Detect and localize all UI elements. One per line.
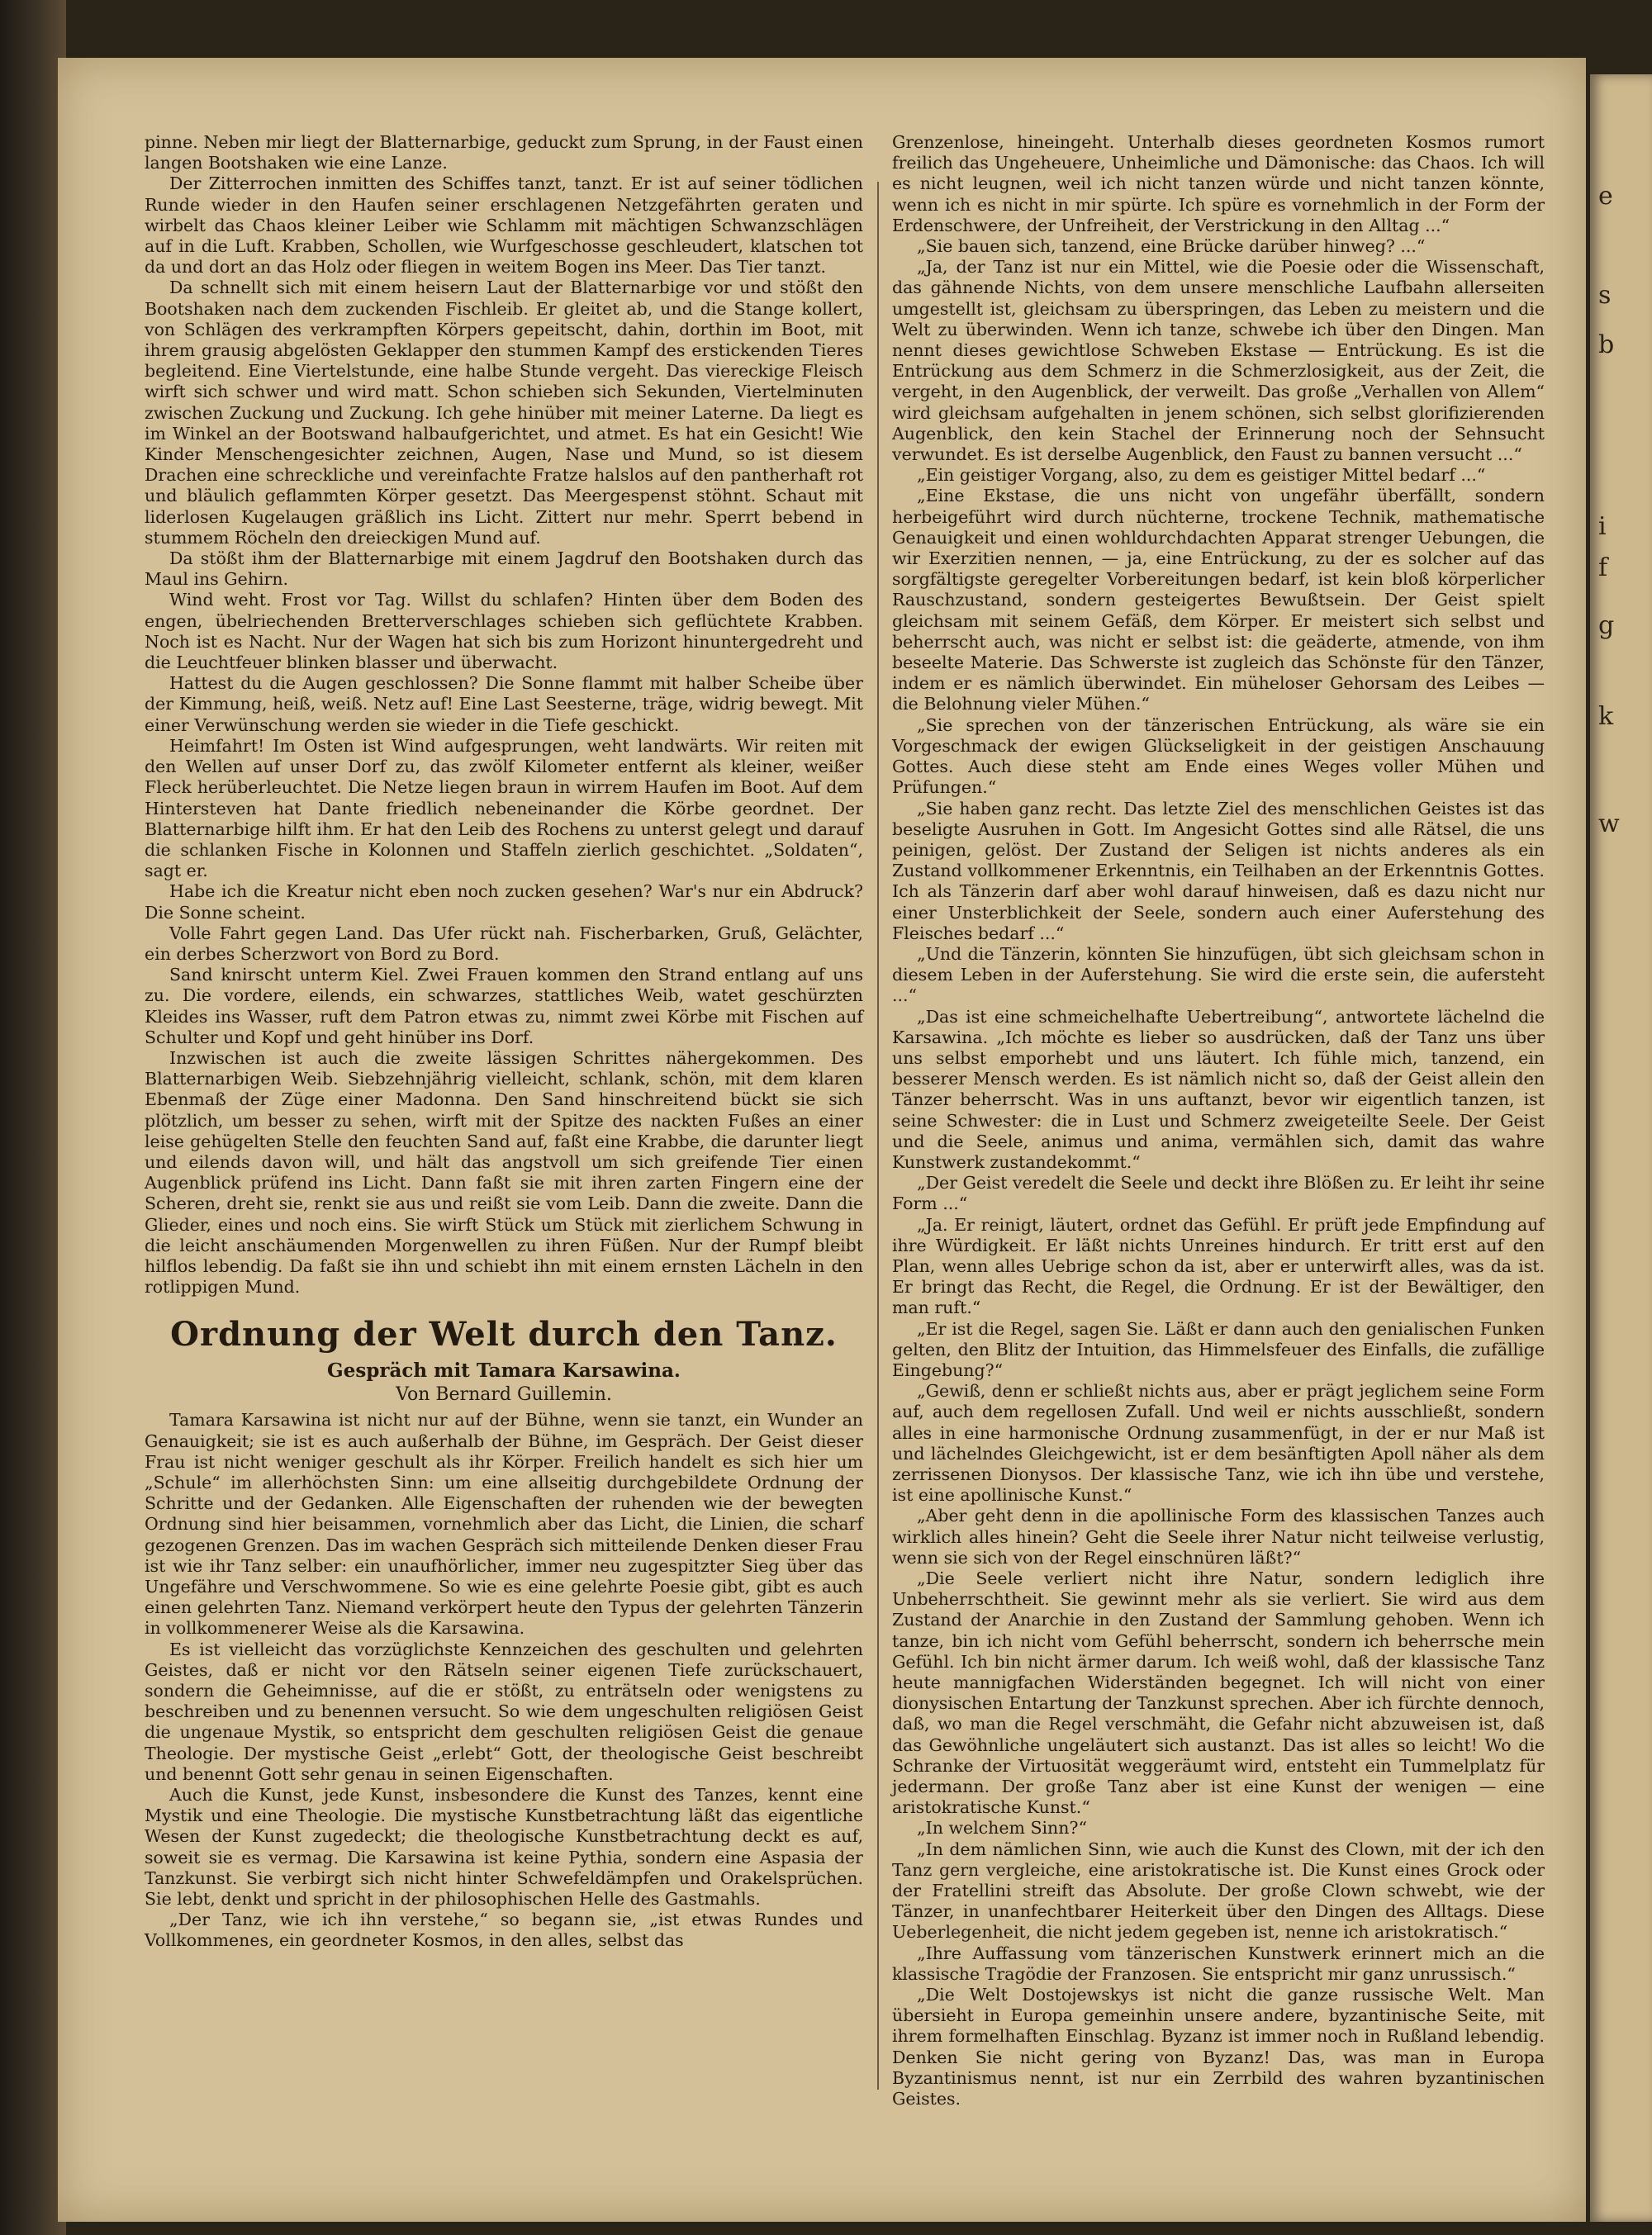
story-paragraph: Heimfahrt! Im Osten ist Wind aufgesprungen, weht landwärts. Wir reiten mit den Wellen auf unser Dorf zu, das zwölf Kilometer entfernt als kleiner, weißer Fleck herüberleuchtet. Die Netze liegen braun in wirrem Haufen im Boot. Auf dem Hintersteven hat Dante friedlich nebeneinander die Körbe geordnet. Der Blatternarbige hilft ihm. Er hat den Leib des Rochens zu unterst gelegt und darauf die schlanken Fische in Kolonnen und Staffeln zierlich geschichtet. „Soldaten“, sagt er. [145,735,863,881]
book-binding [0,0,66,2235]
adjacent-page-fragment: w [1598,809,1620,838]
interview-paragraph: „Er ist die Regel, sagen Sie. Läßt er dann auch den genialischen Funken gelten, den Blitz der Intuition, das Himmelsfeuer des Einfalls, die zufällige Eingebung?“ [892,1318,1545,1380]
left-column [145,132,863,1952]
interview-paragraph: Tamara Karsawina ist nicht nur auf der Bühne, wenn sie tanzt, ein Wunder an Genauigkeit; sie ist es auch außerhalb der Bühne, im Gespräch. Der Geist dieser Frau ist nicht weniger geschult als ihr Körper. Freilich handelt es sich hier um „Schule“ im allerhöchsten Sinn: um eine allseitig durchgebildete Ordnung der Schritte und der Gedanken. Alle Eigenschaften der ruhenden wie der bewegten Ordnung sind hier beisammen, vornehmlich aber das Licht, die Linien, die scharf gezogenen Grenzen. Das im wachen Gespräch sich mitteilende Denken dieser Frau ist wie ihr Tanz selber: ein unaufhörlicher, immer neu zugespitzter Sieg über das Ungefähre und Verschwommene. So wie es eine gelehrte Poesie gibt, gibt es auch einen gelehrten Tanz. Niemand verkörpert heute den Typus der gelehrten Tänzerin in vollkommenerer Weise als die Karsawina. [145,1410,863,1639]
interview-paragraph: „Ihre Auffassung vom tänzerischen Kunstwerk erinnert mich an die klassische Tragödie der Franzosen. Sie entspricht mir ganz unrussisch.“ [892,1943,1545,1984]
story-paragraph: Volle Fahrt gegen Land. Das Ufer rückt nah. Fischerbarken, Gruß, Gelächter, ein derbes Scherzwort von Bord zu Bord. [145,923,863,964]
article-byline: Von Bernard Guillemin. [396,1384,612,1406]
interview-paragraph: „Und die Tänzerin, könnten Sie hinzufügen, übt sich gleichsam schon in diesem Leben in der Auferstehung. Sie wird die erste sein, die aufersteht ...“ [892,943,1545,1006]
adjacent-page-fragment: k [1598,702,1614,731]
adjacent-page-fragment: b [1598,330,1615,359]
interview-paragraph: „Sie haben ganz recht. Das letzte Ziel des menschlichen Geistes ist das beseligte Ausruhen in Gott. Im Angesicht Gottes sind alle Rätsel, die uns peinigen, gelöst. Der Zustand der Seligen ist nichts anderes als ein Zustand vollkommener Erkenntnis, ein Teilhaben an der Erkenntnis Gottes. Ich als Tänzerin darf aber wohl darauf hinweisen, daß es dazu nicht nur einer Unsterblichkeit der Seele, sondern auch einer Auferstehung des Fleisches bedarf ...“ [892,798,1545,943]
interview-paragraph: „Gewiß, denn er schließt nichts aus, aber er prägt jeglichem seine Form auf, auch dem regellosen Zufall. Und weil er nichts ausschließt, sondern alles in eine harmonische Ordnung zusammenfügt, in der er nur Maß ist und lächelndes Gleichgewicht, ist er dem besänftigten Apoll näher als dem zerrissenen Dionysos. Der klassische Tanz, wie ich ihn übe und verstehe, ist eine apollinische Kunst.“ [892,1381,1545,1506]
article-headline: Ordnung der Welt durch den Tanz. [170,1315,838,1355]
story-paragraph: Wind weht. Frost vor Tag. Willst du schlafen? Hinten über dem Boden des engen, übelriechenden Bretterverschlages schieben sich geflüchtete Krabben. Noch ist es Nacht. Nur der Wagen hat sich bis zum Horizont hinuntergedreht und die Leuchtfeuer blinken blasser und überwacht. [145,590,863,673]
interview-paragraph: „In dem nämlichen Sinn, wie auch die Kunst des Clown, mit der ich den Tanz gern vergleiche, eine aristokratische ist. Die Kunst eines Grock oder der Fratellini streift das Absolute. Der große Clown schwebt, wie der Tänzer, in unanfechtbarer Heiterkeit über den Dingen des Alltags. Diese Ueberlegenheit, die nicht jedem gegeben ist, nenne ich aristokratisch.“ [892,1839,1545,1943]
adjacent-page-fragment: i [1598,512,1607,541]
interview-paragraph: Es ist vielleicht das vorzüglichste Kennzeichen des geschulten und gelehrten Geistes, daß er nicht vor den Rätseln seiner eigenen Tiefe zurückschauert, sondern die Geheimnisse, auf die er stößt, zu enträtseln oder wenigstens zu beschreiben und zu benennen versucht. So wie dem ungeschulten religiösen Geist die ungenaue Mystik, so entspricht dem geschulten religiösen Geist die genaue Theologie. Der mystische Geist „erlebt“ Gott, der theologische Geist beschreibt und benennt Gott sehr genau in seinen Eigenschaften. [145,1639,863,1784]
adjacent-page-fragment: s [1598,281,1612,310]
interview-paragraph: „Das ist eine schmeichelhafte Uebertreibung“, antwortete lächelnd die Karsawina. „Ich möchte es lieber so ausdrücken, daß der Tanz uns über uns selbst emporhebt und uns läutert. Ich fühle mich, tanzend, ein besserer Mensch werden. Es ist nämlich nicht so, daß der Geist allein den Tänzer beherrscht. Was in uns auftanzt, bevor wir eigentlich tanzen, ist seine Schwester: die in Lust und Schmerz zweigeteilte Seele. Der Geist und die Seele, animus und anima, vermählen sich, damit das wahre Kunstwerk zustandekommt.“ [892,1006,1545,1172]
adjacent-page-fragment: f [1598,553,1608,582]
interview-paragraph: „Der Tanz, wie ich ihn verstehe,“ so begann sie, „ist etwas Rundes und Vollkommenes, ein geordneter Kosmos, in den alles, selbst das [145,1910,863,1951]
adjacent-page-fragment: g [1598,611,1615,640]
interview-paragraph: Auch die Kunst, jede Kunst, insbesondere die Kunst des Tanzes, kennt eine Mystik und eine Theologie. Die mystische Kunstbetrachtung läßt das eigentliche Wesen der Kunst zugedeckt; die theologische Kunstbetrachtung deckt es auf, soweit sie es vermag. Die Karsawina ist keine Pythia, sondern eine Aspasia der Tanzkunst. Sie verbirgt sich nicht hinter Schwefeldämpfen und Orakelsprüchen. Sie lebt, denkt und spricht in der philosophischen Helle des Gastmahls. [145,1785,863,1910]
interview-paragraph: „Eine Ekstase, die uns nicht von ungefähr überfällt, sondern herbeigeführt wird durch nüchterne, trockene Technik, mathematische Genauigkeit und einen wohldurchdachten Apparat strenger Uebungen, die wir Exerzitien nennen, — ja, eine Entrückung, zu der es solcher auf das sorgfältigste geregelter Vorbereitungen bedarf, ist kein bloß körperlicher Rauschzustand, sondern gesteigertes Bewußtsein. Der Geist spielt gleichsam mit seinem Gefäß, dem Körper. Er meistert sich selbst und beherrscht auch, was nicht er selbst ist: die geäderte, atmende, von ihm beseelte Materie. Das Schwerste ist zugleich das Schönste für den Tänzer, indem er es nämlich überwindet. Ein müheloser Gehorsam des Leibes — die Belohnung vieler Mühen.“ [892,486,1545,714]
story-paragraph: Sand knirscht unterm Kiel. Zwei Frauen kommen den Strand entlang auf uns zu. Die vordere, eilends, ein schwarzes, stattliches Weib, watet geschürzten Kleides ins Wasser, ruft dem Patron etwas zu, nimmt zwei Körbe mit Fischen auf Schulter und Kopf und geht hinüber ins Dorf. [145,965,863,1047]
story-paragraph: Habe ich die Kreatur nicht eben noch zucken gesehen? War's nur ein Abdruck? Die Sonne scheint. [145,881,863,923]
story-paragraph: Inzwischen ist auch die zweite lässigen Schrittes nähergekommen. Des Blatternarbigen Weib. Siebzehnjährig vielleicht, schlank, schön, mit dem klaren Ebenmaß der Züge einer Madonna. Den Sand hinschreitend bückt sie sich plötzlich, um besser zu sehen, wirft mit der Spitze des nackten Fußes an einer leise gehügelten Stelle den feuchten Sand auf, faßt eine Krabbe, die darunter liegt und eilends davon will, und hält das angstvoll um sich greifende Tier einen Augenblick prüfend ins Licht. Dann faßt sie mit ihren zarten Fingern eine der Scheren, dreht sie, renkt sie aus und reißt sie vom Leib. Dann die zweite. Dann die Glieder, eines und noch eins. Sie wirft Stück um Stück mit zierlichem Schwung in die leicht anschäumenden Morgenwellen zu ihren Füßen. Nur der Rumpf bleibt hilflos lebendig. Da faßt sie ihn und schiebt ihn mit einem ernsten Lächeln in den rotlippigen Mund. [145,1047,863,1298]
interview-paragraph: „Ja, der Tanz ist nur ein Mittel, wie die Poesie oder die Wissenschaft, das gähnende Nichts, von dem unsere menschliche Laufbahn allerseiten umgestellt ist, gleichsam zu überspringen, das Leben zu meistern und die Welt zu überwinden. Wenn ich tanze, schwebe ich über den Dingen. Man nennt dieses gewichtlose Schweben Ekstase — Entrückung. Es ist die Entrückung aus dem Schmerz in die Schmerzlosigkeit, aus der Zeit, die vergeht, in den Augenblick, der verweilt. Das große „Verhallen von Allem“ wird gleichsam aufgehalten in jenem schönen, sich selbst glorifizierenden Augenblick, den kein Stachel der Erinnerung noch der Sehnsucht verwundet. Es ist derselbe Augenblick, den Faust zu bannen versucht ...“ [892,257,1545,465]
interview-paragraph: „Aber geht denn in die apollinische Form des klassischen Tanzes auch wirklich alles hinein? Geht die Seele ihrer Natur nicht teilweise verlustig, wenn sie sich von der Regel einschnüren läßt?“ [892,1506,1545,1568]
interview-paragraph: „Der Geist veredelt die Seele und deckt ihre Blößen zu. Er leiht ihr seine Form ...“ [892,1173,1545,1214]
interview-paragraph: „Die Seele verliert nicht ihre Natur, sondern lediglich ihre Unbeherrschtheit. Sie gewinnt mehr als sie verliert. Sie wird aus dem Zustand der Anarchie in den Zustand der Sammlung gehoben. Wenn ich tanze, bin ich nicht vom Gefühl beherrscht, sondern ich beherrsche mein Gefühl. Ich bin nicht ärmer darum. Ich weiß wohl, daß der klassische Tanz heute mannigfachen Widerständen begegnet. Ich will nicht von einer dionysischen Entartung der Tanzkunst sprechen. Aber ich fürchte dennoch, daß, wo man die Regel verschmäht, die Gefahr nicht abzuweisen ist, daß das Gewöhnliche ungeläutert sich austanzt. Das ist alles so leicht! Wo die Schranke der Virtuosität weggeräumt wird, entsteht ein Tummelplatz für jedermann. Der große Tanz aber ist eine Kunst der wenigen — eine aristokratische Kunst.“ [892,1568,1545,1818]
story-paragraph: Da schnellt sich mit einem heisern Laut der Blatternarbige vor und stößt den Bootshaken nach dem zuckenden Fischleib. Er gleitet ab, und die Stange kollert, von Schlägen des verkrampften Körpers gepeitscht, dahin, dorthin im Boot, mit ihrem grausig abgelösten Geklapper den stummen Kampf des erstickenden Tieres begleitend. Eine Viertelstunde, eine halbe Stunde vergeht. Das viereckige Fleisch wirft sich schwer und wird matt. Schon schieben sich Sekunden, Viertelminuten zwischen Zuckung und Zuckung. Ich gehe hinüber mit meiner Laterne. Da liegt es im Winkel an der Bootswand halbaufgerichtet, und atmet. Es hat ein Gesicht! Wie Kinder Menschengesichter zeichnen, Augen, Nase und Mund, so ist diesem Drachen eine schreckliche und vereinfachte Fratze halslos auf den pantherhaft rot und bläulich geflammten Körper gesetzt. Das Meergespenst stöhnt. Schaut mit liderlosen Kugelaugen gräßlich ins Licht. Zittert nur mehr. Sperrt bebend in stummem Röcheln den dreieckigen Mund auf. [145,278,863,548]
story-paragraph: Hattest du die Augen geschlossen? Die Sonne flammt mit halber Scheibe über der Kimmung, heiß, weiß. Netz auf! Eine Last Seesterne, träge, widrig bewegt. Mit einer Verwünschung werden sie wieder in die Tiefe geschickt. [145,673,863,735]
adjacent-page-fragment: e [1598,182,1613,211]
adjacent-page-edge [1590,74,1652,2222]
story-paragraph: Der Zitterrochen inmitten des Schiffes tanzt, tanzt. Er ist auf seiner tödlichen Runde wieder in den Haufen seiner erschlagenen Netzgefährten geraten und wirbelt das Chaos kleiner Leiber wie Schlamm mit mächtigen Schwanzschlägen auf in die Luft. Krabben, Schollen, wie Wurfgeschosse geschleudert, klatschen tot da und dort an das Holz oder fliegen in weitem Bogen ins Meer. Das Tier tanzt. [145,173,863,278]
interview-paragraph: „Sie sprechen von der tänzerischen Entrückung, als wäre sie ein Vorgeschmack der ewigen Glückseligkeit in der geistigen Anschauung Gottes. Auch diese steht am Ende eines Weges voller Mühen und Prüfungen.“ [892,714,1545,798]
interview-paragraph: „Sie bauen sich, tanzend, eine Brücke darüber hinweg? ...“ [917,236,1426,257]
interview-paragraph: Grenzenlose, hineingeht. Unterhalb dieses geordneten Kosmos rumort freilich das Ungeheuere, Unheimliche und Dämonische: das Chaos. Ich will es nicht leugnen, weil ich nicht tanzen würde und nicht tanzen könnte, wenn ich es nicht in mir spürte. Ich spüre es vornehmlich in der Form der Erdenschwere, der Unfreiheit, der Verstrickung in den Alltag ...“ [892,132,1545,235]
article-subtitle: Gespräch mit Tamara Karsawina. [327,1360,681,1383]
interview-paragraph: „In welchem Sinn?“ [917,1818,1087,1839]
story-paragraph: pinne. Neben mir liegt der Blatternarbige, geduckt zum Sprung, in der Faust einen langen Bootshaken wie eine Lanze. [145,132,863,173]
right-column [892,132,1545,2109]
interview-paragraph: „Ja. Er reinigt, läutert, ordnet das Gefühl. Er prüft jede Empfindung auf ihre Würdigkeit. Er läßt nichts Unreines hindurch. Er tritt erst auf den Plan, wenn alles Uebrige schon da ist, aber er unterwirft alles, was da ist. Er bringt das Recht, die Regel, die Ordnung. Er ist der Bewältiger, den man ruft.“ [892,1214,1545,1318]
story-paragraph: Da stößt ihm der Blatternarbige mit einem Jagdruf den Bootshaken durch das Maul ins Gehirn. [145,548,863,590]
interview-paragraph: „Ein geistiger Vorgang, also, zu dem es geistiger Mittel bedarf ...“ [917,465,1486,486]
interview-paragraph: „Die Welt Dostojewskys ist nicht die ganze russische Welt. Man übersieht in Europa gemeinhin unsere andere, byzantinische Seite, mit ihrem formelhaften Einschlag. Byzanz ist immer noch in Rußland lebendig. Denken Sie nicht gering von Byzanz! Das, was man in Europa Byzantinismus nennt, ist nur ein Zerrbild des wahren byzantinischen Geistes. [892,1985,1545,2109]
column-rule [877,182,879,2090]
